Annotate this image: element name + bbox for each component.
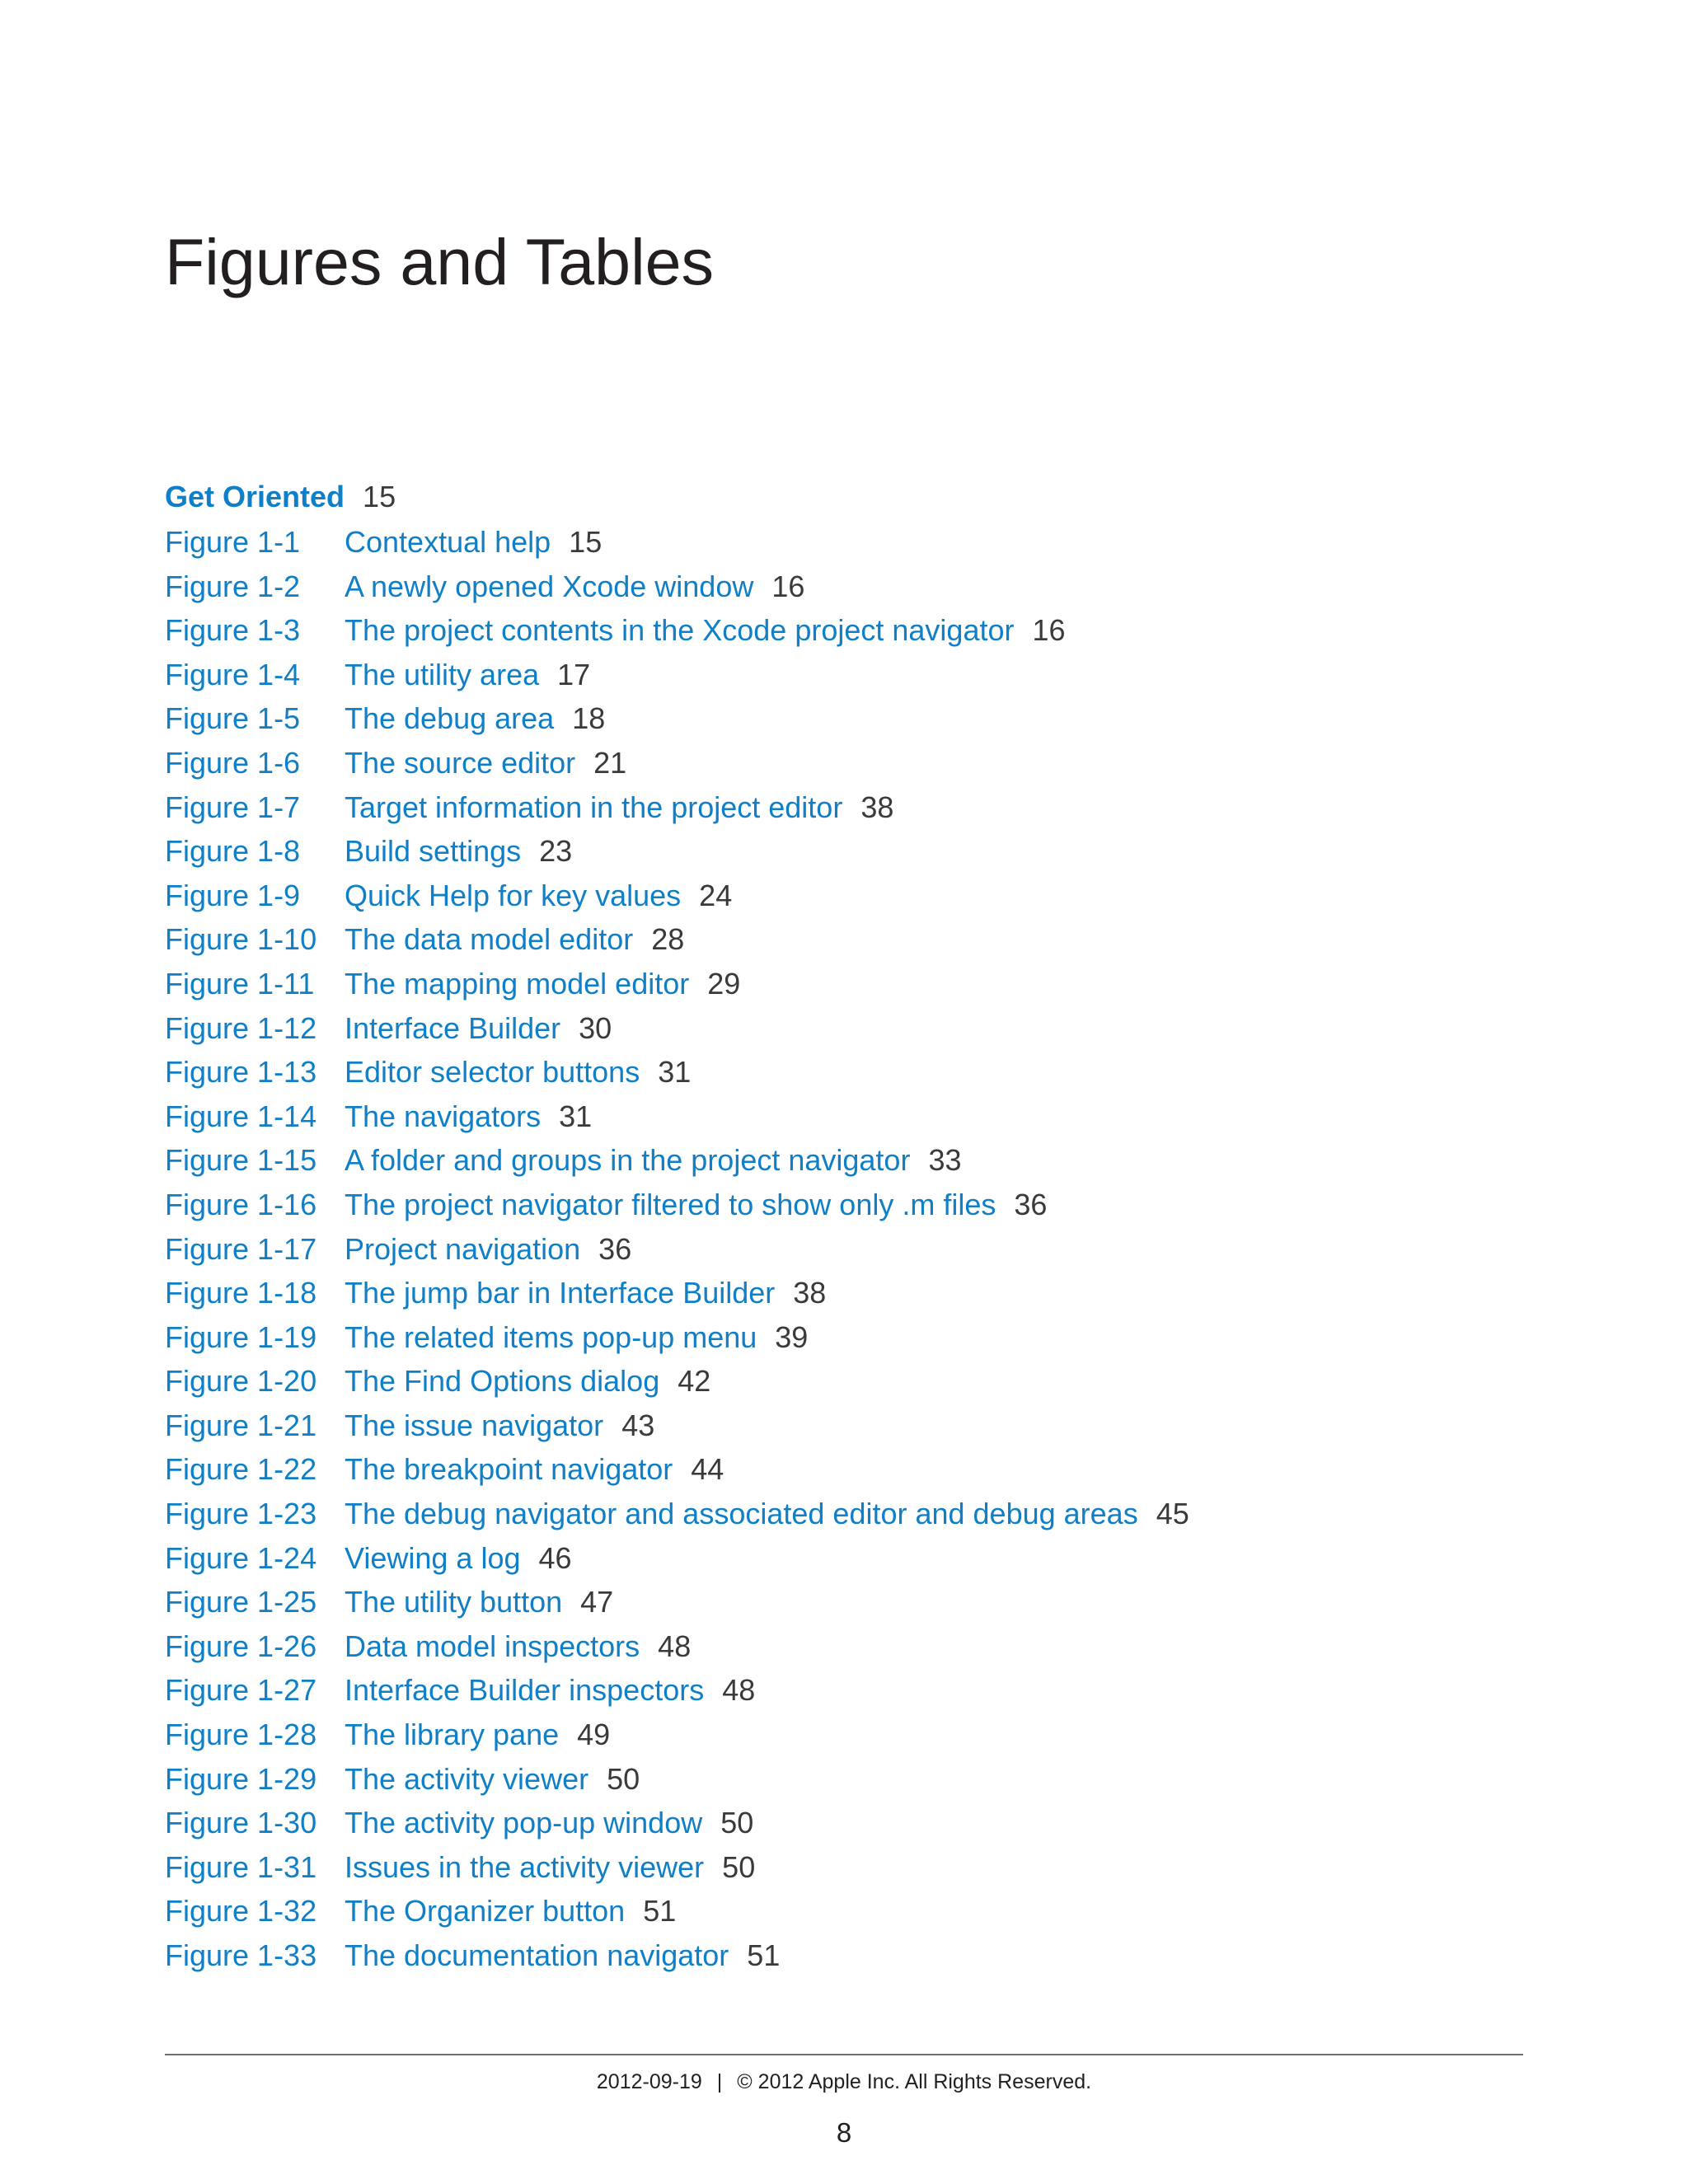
- toc-entry: [165, 962, 1189, 1006]
- figure-page-number: 46: [538, 1540, 572, 1575]
- figure-title-link[interactable]: The utility area: [345, 657, 540, 691]
- figure-label-link[interactable]: Figure 1-26: [165, 1629, 317, 1663]
- section-page-number: 15: [363, 480, 396, 513]
- figure-title-link[interactable]: The documentation navigator: [345, 1938, 729, 1972]
- section-heading-link[interactable]: Get Oriented: [165, 480, 345, 513]
- figure-page-number: 43: [621, 1408, 655, 1442]
- figure-title-link[interactable]: Target information in the project editor: [345, 790, 843, 824]
- toc-entry: [165, 1094, 1189, 1139]
- figure-page-number: 16: [1032, 613, 1066, 648]
- figure-label-link[interactable]: Figure 1-29: [165, 1761, 317, 1796]
- toc-entry: [165, 874, 1189, 918]
- figure-label-link[interactable]: Figure 1-13: [165, 1055, 317, 1090]
- toc-entry: [165, 917, 1189, 962]
- figure-title-link[interactable]: The project contents in the Xcode project navigator: [345, 613, 1015, 648]
- figure-label-link[interactable]: Figure 1-23: [165, 1497, 317, 1531]
- figure-title-link[interactable]: The activity pop-up window: [345, 1806, 703, 1840]
- figure-label-link[interactable]: Figure 1-28: [165, 1718, 317, 1752]
- figure-label-link[interactable]: Figure 1-15: [165, 1143, 317, 1178]
- figure-title-link[interactable]: The data model editor: [345, 922, 634, 957]
- toc-entry: [165, 1050, 1189, 1094]
- figure-page-number: 33: [928, 1143, 962, 1178]
- figure-page-number: 36: [1014, 1187, 1048, 1221]
- toc-entry: [165, 1492, 1189, 1536]
- figure-title-link[interactable]: The utility button: [345, 1585, 563, 1619]
- page-number: 8: [836, 2117, 852, 2148]
- figure-title-link[interactable]: The breakpoint navigator: [345, 1452, 673, 1487]
- figure-title-link[interactable]: Issues in the activity viewer: [345, 1849, 705, 1884]
- figure-label-link[interactable]: Figure 1-5: [165, 701, 301, 736]
- toc-entry: [165, 741, 1189, 785]
- page-title: Figures and Tables: [165, 225, 715, 298]
- figure-label-link[interactable]: Figure 1-17: [165, 1231, 317, 1266]
- figure-label-link[interactable]: Figure 1-3: [165, 613, 301, 648]
- figure-title-link[interactable]: Viewing a log: [345, 1540, 521, 1575]
- figure-title-link[interactable]: Project navigation: [345, 1231, 581, 1266]
- figure-title-link[interactable]: Editor selector buttons: [345, 1055, 640, 1090]
- figure-label-link[interactable]: Figure 1-8: [165, 834, 301, 869]
- figure-page-number: 30: [579, 1010, 612, 1045]
- figure-page-number: 51: [747, 1938, 781, 1972]
- figure-page-number: 38: [860, 790, 894, 824]
- figure-label-link[interactable]: Figure 1-11: [165, 966, 315, 1001]
- figure-page-number: 15: [569, 525, 603, 559]
- toc-entry: [165, 1006, 1189, 1051]
- figure-title-link[interactable]: Interface Builder: [345, 1010, 561, 1045]
- toc-entry: [165, 1183, 1189, 1227]
- figure-title-link[interactable]: The Organizer button: [345, 1894, 626, 1929]
- figure-label-link[interactable]: Figure 1-1: [165, 525, 301, 559]
- figure-page-number: 47: [580, 1585, 614, 1619]
- figure-title-link[interactable]: The activity viewer: [345, 1761, 589, 1796]
- figure-label-link[interactable]: Figure 1-31: [165, 1849, 317, 1884]
- figure-page-number: 48: [658, 1629, 692, 1663]
- figure-page-number: 36: [598, 1231, 632, 1266]
- toc-entry: [165, 1138, 1189, 1183]
- figure-page-number: 48: [722, 1673, 756, 1708]
- figure-label-link[interactable]: Figure 1-2: [165, 569, 301, 603]
- footer-copyright: © 2012 Apple Inc. All Rights Reserved.: [737, 2070, 1092, 2093]
- figure-page-number: 18: [572, 701, 606, 736]
- toc-entry: [165, 1933, 1189, 1978]
- toc-entry: [165, 1801, 1189, 1845]
- toc-entry: [165, 1845, 1189, 1890]
- figure-title-link[interactable]: Build settings: [345, 834, 522, 869]
- figure-title-link[interactable]: The issue navigator: [345, 1408, 604, 1442]
- figure-title-link[interactable]: The jump bar in Interface Builder: [345, 1276, 776, 1310]
- figure-title-link[interactable]: The debug area: [345, 701, 555, 736]
- figure-label-link[interactable]: Figure 1-10: [165, 922, 317, 957]
- figure-label-link[interactable]: Figure 1-18: [165, 1276, 317, 1310]
- toc-entry: [165, 608, 1189, 653]
- figure-page-number: 31: [559, 1099, 593, 1133]
- figure-page-number: 29: [707, 966, 741, 1001]
- toc-entry: [165, 1359, 1189, 1404]
- toc-entry: [165, 1624, 1189, 1669]
- figure-title-link[interactable]: Quick Help for key values: [345, 878, 682, 912]
- figure-label-link[interactable]: Figure 1-25: [165, 1585, 317, 1619]
- figure-label-link[interactable]: Figure 1-16: [165, 1187, 317, 1221]
- figure-label-link[interactable]: Figure 1-7: [165, 790, 301, 824]
- figure-page-number: 50: [722, 1849, 756, 1884]
- figure-title-link[interactable]: The navigators: [345, 1099, 542, 1133]
- figure-label-link[interactable]: Figure 1-14: [165, 1099, 317, 1133]
- figure-page-number: 39: [775, 1319, 809, 1354]
- figure-title-link[interactable]: Interface Builder inspectors: [345, 1673, 705, 1708]
- figure-page-number: 16: [771, 569, 805, 603]
- figure-page-number: 24: [699, 878, 733, 912]
- figure-label-link[interactable]: Figure 1-22: [165, 1452, 317, 1487]
- figure-page-number: 42: [678, 1364, 711, 1399]
- figure-title-link[interactable]: The source editor: [345, 745, 576, 780]
- figure-label-link[interactable]: Figure 1-30: [165, 1806, 317, 1840]
- toc-entry: [165, 1757, 1189, 1802]
- figure-label-link[interactable]: Figure 1-4: [165, 657, 301, 691]
- figure-label-link[interactable]: Figure 1-6: [165, 745, 301, 780]
- figure-page-number: 51: [643, 1894, 677, 1929]
- figure-entries: [165, 520, 1189, 1978]
- figures-list: [165, 474, 1189, 1978]
- figure-label-link[interactable]: Figure 1-9: [165, 878, 301, 912]
- figure-page-number: 31: [658, 1055, 692, 1090]
- figure-title-link[interactable]: Data model inspectors: [345, 1629, 640, 1663]
- figure-title-link[interactable]: The mapping model editor: [345, 966, 690, 1001]
- figure-page-number: 50: [607, 1761, 640, 1796]
- figure-title-link[interactable]: A folder and groups in the project navigator: [345, 1143, 911, 1178]
- figure-page-number: 28: [651, 922, 685, 957]
- footer: [0, 2065, 1688, 2098]
- toc-entry: [165, 1889, 1189, 1933]
- section-heading: [165, 474, 1189, 520]
- figure-page-number: 23: [539, 834, 573, 869]
- figure-title-link[interactable]: The Find Options dialog: [345, 1364, 660, 1399]
- figure-label-link[interactable]: Figure 1-20: [165, 1364, 317, 1399]
- figure-title-link[interactable]: The library pane: [345, 1718, 560, 1752]
- figure-title-link[interactable]: The project navigator filtered to show only .m files: [345, 1187, 996, 1221]
- toc-entry: [165, 829, 1189, 874]
- figure-label-link[interactable]: Figure 1-33: [165, 1938, 317, 1972]
- toc-entry: [165, 1713, 1189, 1757]
- toc-entry: [165, 1315, 1189, 1360]
- figure-title-link[interactable]: The debug navigator and associated editor and debug areas: [345, 1497, 1138, 1531]
- figure-label-link[interactable]: Figure 1-24: [165, 1540, 317, 1575]
- figure-label-link[interactable]: Figure 1-32: [165, 1894, 317, 1929]
- figure-page-number: 49: [577, 1718, 611, 1752]
- figure-page-number: 44: [691, 1452, 724, 1487]
- figure-label-link[interactable]: Figure 1-19: [165, 1319, 317, 1354]
- figure-label-link[interactable]: Figure 1-27: [165, 1673, 317, 1708]
- toc-entry: [165, 1227, 1189, 1272]
- toc-entry: [165, 1536, 1189, 1581]
- toc-entry: [165, 1580, 1189, 1624]
- figure-label-link[interactable]: Figure 1-21: [165, 1408, 317, 1442]
- figure-page-number: 50: [720, 1806, 754, 1840]
- toc-entry: [165, 1668, 1189, 1713]
- toc-entry: [165, 785, 1189, 830]
- toc-entry: [165, 520, 1189, 565]
- figure-page-number: 45: [1156, 1497, 1189, 1531]
- figure-title-link[interactable]: Contextual help: [345, 525, 551, 559]
- figure-page-number: 21: [593, 745, 627, 780]
- figure-title-link[interactable]: A newly opened Xcode window: [345, 569, 754, 603]
- toc-entry: [165, 1404, 1189, 1448]
- footer-separator: |: [716, 2070, 723, 2093]
- footer-rule: [165, 2054, 1523, 2055]
- toc-entry: [165, 565, 1189, 609]
- figure-label-link[interactable]: Figure 1-12: [165, 1010, 317, 1045]
- figure-title-link[interactable]: The related items pop-up menu: [345, 1319, 757, 1354]
- toc-entry: [165, 696, 1189, 741]
- figure-page-number: 38: [793, 1276, 827, 1310]
- toc-entry: [165, 653, 1189, 697]
- toc-entry: [165, 1447, 1189, 1492]
- toc-entry: [165, 1271, 1189, 1315]
- footer-date: 2012-09-19: [596, 2070, 702, 2093]
- figure-page-number: 17: [557, 657, 591, 691]
